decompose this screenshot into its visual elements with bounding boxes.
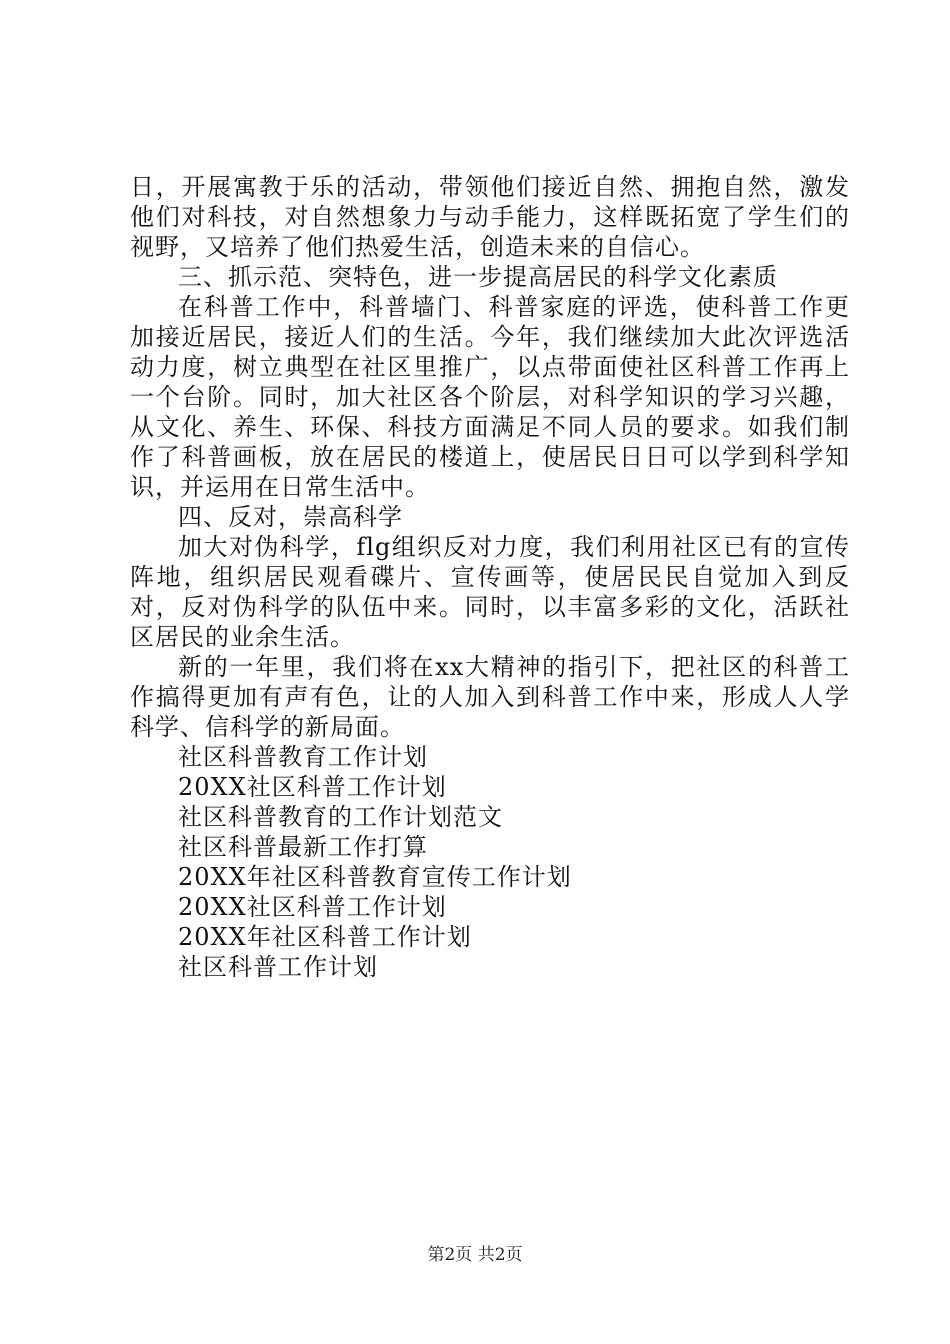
related-link[interactable]: 20XX社区科普工作计划 (178, 773, 447, 801)
related-link[interactable]: 社区科普教育工作计划 (178, 743, 428, 771)
document-body (130, 172, 850, 982)
paragraph-pseudoscience: 加大对伪科学，flg组织反对力度，我们利用社区已有的宣传阵地，组织居民观看碟片、宣传画等，使居民民自觉加入到反对，反对伪科学的队伍中来。同时，以丰富多彩的文化，活跃社区居民的业余生活。 (130, 533, 850, 651)
section-heading-three: 三、抓示范、突特色，进一步提高居民的科学文化素质 (178, 263, 778, 291)
paragraph-intro: 日，开展寓教于乐的活动，带领他们接近自然、拥抱自然，激发他们对科技，对自然想象力与动手能力，这样既拓宽了学生们的视野，又培养了他们热爱生活，创造未来的自信心。 (130, 173, 850, 261)
section-heading-four: 四、反对，崇高科学 (178, 503, 403, 531)
paragraph-science-wall: 在科普工作中，科普墙门、科普家庭的评选，使科普工作更加接近居民，接近人们的生活。今年，我们继续加大此次评选活动力度，树立典型在社区里推广，以点带面使社区科普工作再上一个台阶。同时，加大社区各个阶层，对科学知识的学习兴趣，从文化、养生、环保、科技方面满足不同人员的要求。如我们制作了科普画板，放在居民的楼道上，使居民日日可以学到科学知识，并运用在日常生活中。 (130, 293, 850, 501)
page-footer: 第2页 共2页 (427, 1245, 523, 1265)
related-link[interactable]: 20XX年社区科普教育宣传工作计划 (178, 863, 572, 891)
related-link[interactable]: 社区科普工作计划 (178, 953, 378, 981)
related-link[interactable]: 社区科普教育的工作计划范文 (178, 803, 503, 831)
related-link[interactable]: 20XX年社区科普工作计划 (178, 923, 472, 951)
related-link[interactable]: 社区科普最新工作打算 (178, 833, 428, 861)
related-articles-list (130, 742, 850, 982)
paragraph-new-year: 新的一年里，我们将在xx大精神的指引下，把社区的科普工作搞得更加有声有色，让的人加入到科普工作中来，形成人人学科学、信科学的新局面。 (130, 653, 850, 741)
related-link[interactable]: 20XX社区科普工作计划 (178, 893, 447, 921)
